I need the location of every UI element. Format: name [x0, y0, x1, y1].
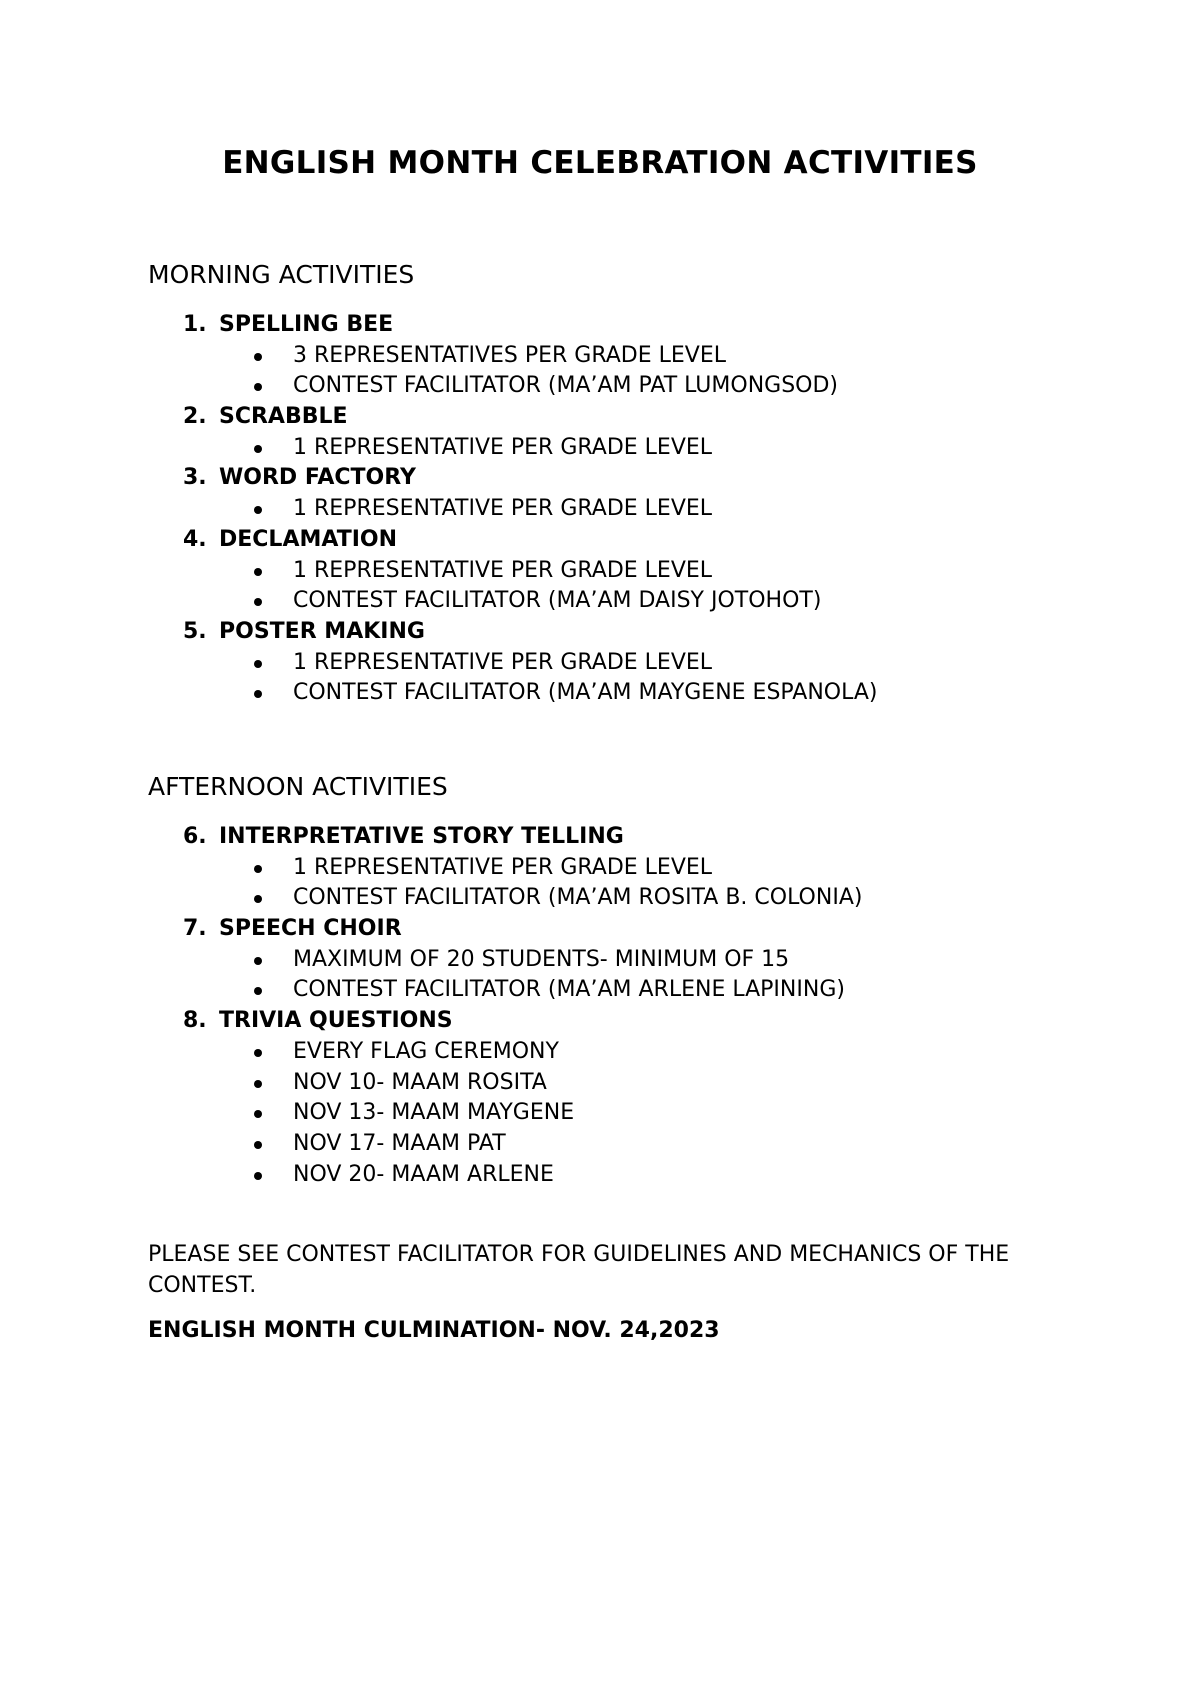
bullet-icon	[254, 865, 262, 873]
activity-detail	[0, 1037, 1200, 1068]
activity-item	[0, 617, 1200, 648]
activity-number: 6.	[183, 824, 207, 849]
activity-item	[0, 822, 1200, 853]
activity-item	[0, 463, 1200, 494]
activity-detail	[0, 853, 1200, 884]
activity-detail-text: NOV 17- MAAM PAT	[293, 1130, 506, 1156]
bullet-icon	[254, 383, 262, 391]
activity-detail	[0, 883, 1200, 914]
activity-number: 1.	[183, 312, 207, 337]
activity-item	[0, 402, 1200, 433]
morning-activities-heading: MORNING ACTIVITIES	[148, 260, 415, 289]
activity-item	[0, 1006, 1200, 1037]
bullet-icon	[254, 598, 262, 606]
activity-label: DECLAMATION	[219, 526, 397, 552]
activity-number: 7.	[183, 916, 207, 942]
bullet-icon	[254, 987, 262, 995]
activity-detail-text: 1 REPRESENTATIVE PER GRADE LEVEL	[293, 649, 713, 675]
facilitator-note: PLEASE SEE CONTEST FACILITATOR FOR GUIDELINES AND MECHANICS OF THE CONTEST.	[148, 1242, 1010, 1298]
activity-item	[0, 525, 1200, 556]
activity-item	[0, 914, 1200, 945]
activity-number: 4.	[183, 526, 207, 552]
activity-label: SPEECH CHOIR	[219, 916, 402, 942]
document-title: ENGLISH MONTH CELEBRATION ACTIVITIES	[222, 145, 978, 181]
bullet-icon	[254, 660, 262, 668]
activity-number: 3.	[183, 465, 207, 491]
activity-detail-text: NOV 20- MAAM ARLENE	[293, 1161, 554, 1187]
activity-detail	[0, 433, 1200, 464]
activity-label: INTERPRETATIVE STORY TELLING	[219, 824, 624, 849]
activity-detail	[0, 556, 1200, 587]
activity-detail	[0, 975, 1200, 1006]
activity-detail-text: NOV 13- MAAM MAYGENE	[293, 1100, 575, 1126]
activity-detail-text: CONTEST FACILITATOR (MA’AM ARLENE LAPINING)	[293, 977, 845, 1003]
activity-detail-text: 3 REPRESENTATIVES PER GRADE LEVEL	[293, 342, 726, 368]
activity-detail	[0, 1160, 1200, 1191]
activity-item	[0, 310, 1200, 341]
activity-detail-text: CONTEST FACILITATOR (MA’AM ROSITA B. COLONIA)	[293, 885, 863, 911]
bullet-icon	[254, 506, 262, 514]
bullet-icon	[254, 895, 262, 903]
activity-label: TRIVIA QUESTIONS	[219, 1008, 453, 1034]
bullet-icon	[254, 1172, 262, 1180]
activity-number: 2.	[183, 404, 207, 430]
activity-number: 5.	[183, 618, 207, 644]
morning-activities-list	[0, 310, 1200, 709]
activity-label: SPELLING BEE	[219, 312, 394, 337]
activity-detail-text: 1 REPRESENTATIVE PER GRADE LEVEL	[293, 496, 713, 522]
bullet-icon	[254, 568, 262, 576]
activity-label: SCRABBLE	[219, 404, 348, 430]
activity-detail-text: CONTEST FACILITATOR (MA’AM PAT LUMONGSOD)	[293, 373, 839, 399]
activity-detail-text: MAXIMUM OF 20 STUDENTS- MINIMUM OF 15	[293, 946, 790, 972]
activity-number: 8.	[183, 1008, 207, 1034]
activity-detail-text: 1 REPRESENTATIVE PER GRADE LEVEL	[293, 854, 713, 880]
activity-detail	[0, 1129, 1200, 1160]
activity-detail	[0, 648, 1200, 679]
bullet-icon	[254, 1049, 262, 1057]
activity-detail	[0, 586, 1200, 617]
bullet-icon	[254, 445, 262, 453]
culmination-date: ENGLISH MONTH CULMINATION- NOV. 24,2023	[148, 1318, 720, 1343]
activity-detail	[0, 341, 1200, 372]
activity-detail	[0, 1068, 1200, 1099]
activity-detail-text: CONTEST FACILITATOR (MA’AM MAYGENE ESPANOLA)	[293, 680, 878, 706]
activity-label: POSTER MAKING	[219, 618, 425, 644]
activity-detail-text: 1 REPRESENTATIVE PER GRADE LEVEL	[293, 434, 713, 460]
activity-detail	[0, 494, 1200, 525]
afternoon-activities-heading: AFTERNOON ACTIVITIES	[148, 772, 448, 801]
activity-detail	[0, 371, 1200, 402]
activity-detail	[0, 1098, 1200, 1129]
activity-detail-text: 1 REPRESENTATIVE PER GRADE LEVEL	[293, 557, 713, 583]
activity-detail-text: NOV 10- MAAM ROSITA	[293, 1069, 547, 1095]
bullet-icon	[254, 1141, 262, 1149]
afternoon-activities-list	[0, 822, 1200, 1190]
activity-detail-text: CONTEST FACILITATOR (MA’AM DAISY JOTOHOT)	[293, 588, 822, 614]
activity-label: WORD FACTORY	[219, 465, 416, 491]
activity-detail	[0, 678, 1200, 709]
activity-detail	[0, 945, 1200, 976]
bullet-icon	[254, 957, 262, 965]
bullet-icon	[254, 1110, 262, 1118]
bullet-icon	[254, 690, 262, 698]
bullet-icon	[254, 353, 262, 361]
activity-detail-text: EVERY FLAG CEREMONY	[293, 1038, 559, 1064]
bullet-icon	[254, 1080, 262, 1088]
